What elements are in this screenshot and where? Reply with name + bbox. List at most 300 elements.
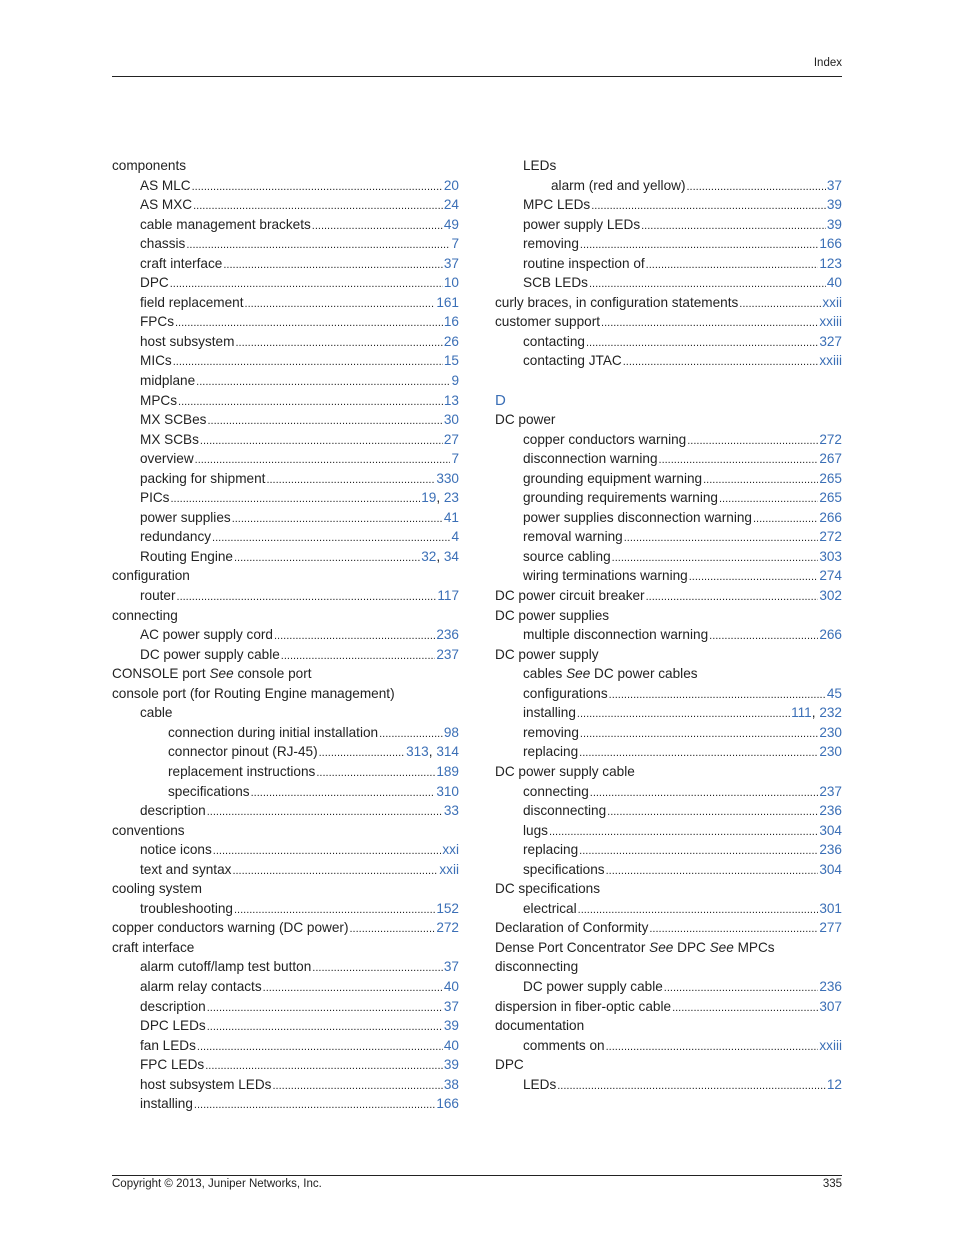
index-term-text: installing [140,1096,193,1112]
dot-leader [177,588,437,608]
page-link[interactable]: 41 [443,509,459,525]
index-term [523,1075,556,1095]
dot-leader [197,1038,443,1058]
index-entry [112,371,459,391]
index-term [140,391,177,411]
index-term [168,782,250,802]
index-entry [495,782,842,802]
see-target: DPC [677,939,706,955]
page-link[interactable]: 267 [819,451,842,467]
index-term [523,625,708,645]
index-term-text: connecting [112,607,178,623]
page-refs [819,899,842,919]
index-term [523,469,702,489]
index-entry [112,1016,459,1036]
page-link[interactable]: 230 [819,724,842,740]
page-link[interactable]: 272 [436,920,459,936]
page-link[interactable]: 24 [443,197,459,213]
index-entry [112,938,459,958]
index-entry [495,156,842,176]
dot-leader [207,1018,443,1038]
index-entry [112,351,459,371]
index-entry [495,1075,842,1095]
index-term [140,508,231,528]
page-link[interactable]: 19 [421,490,437,506]
index-entry [495,645,842,665]
index-term-text: description [140,998,206,1014]
page-link[interactable]: 189 [436,763,459,779]
running-header: Index [813,57,842,69]
index-term-text: text and syntax [140,861,232,877]
index-term-text: alarm relay contacts [140,978,262,994]
page-refs [406,742,459,762]
index-term-text: SCB LEDs [523,275,588,291]
index-term-text: replacement instructions [168,763,316,779]
page-refs [451,371,459,391]
index-term-text: MX SCBes [140,412,207,428]
index-entry [112,469,459,489]
page-link[interactable]: 117 [437,588,459,604]
dot-leader [549,823,818,843]
page-link[interactable]: 303 [819,548,842,564]
dot-leader [178,393,443,413]
page-link[interactable]: 310 [436,783,459,799]
page-link[interactable]: xxii [822,294,842,310]
index-term-text: configurations [523,685,608,701]
page-link[interactable]: 123 [819,255,842,271]
index-term [112,918,348,938]
page-link[interactable]: 272 [819,529,842,545]
page-refs [819,821,842,841]
index-entry [112,1094,459,1114]
page-number: 335 [822,1178,842,1190]
index-entry [495,742,842,762]
dot-leader [607,803,818,823]
index-term [495,957,578,977]
page-refs [444,254,459,274]
index-term-text: grounding equipment warning [523,470,703,486]
page-link[interactable]: 313 [406,744,429,760]
see-reference: See [566,666,591,682]
index-term [495,938,775,958]
index-term-text: craft interface [140,255,223,271]
page-link[interactable]: 7 [451,236,459,252]
page-refs [819,625,842,645]
dot-leader [641,217,826,237]
dot-leader [207,412,442,432]
index-entry [495,351,842,371]
page-refs [444,391,459,411]
index-term-text: DPC [495,1057,524,1073]
page-link[interactable]: 40 [443,978,459,994]
page-link[interactable]: 9 [451,373,459,389]
page-link[interactable]: 45 [826,685,842,701]
page-link[interactable]: 33 [443,803,459,819]
index-term [523,273,588,293]
dot-leader [601,314,818,334]
index-entry [495,1036,842,1056]
page-link[interactable]: 7 [451,451,459,467]
page-refs [819,918,842,938]
dot-leader [579,842,818,862]
page-link[interactable]: 37 [826,177,842,193]
page-link[interactable]: 32 [421,548,437,564]
page-link[interactable]: 37 [443,255,459,271]
page-link[interactable]: 39 [826,197,842,213]
dot-leader [646,588,819,608]
index-term [140,273,169,293]
index-entry [112,1075,459,1095]
page-link[interactable]: 232 [819,705,842,721]
page-link[interactable]: 13 [443,392,459,408]
index-entry [112,332,459,352]
dot-leader [213,842,442,862]
index-column-left [112,156,459,1114]
index-term-text: cooling system [112,881,202,897]
index-term-text: DC power circuit breaker [495,588,645,604]
page-link[interactable]: 236 [819,978,842,994]
index-term [112,566,190,586]
index-term-text: grounding requirements warning [523,490,718,506]
index-term [495,1055,524,1075]
index-entry [112,293,459,313]
page-refs [822,293,842,313]
index-term-text: wiring terminations warning [523,568,688,584]
page-link[interactable]: 330 [436,470,459,486]
page-link[interactable]: 26 [443,333,459,349]
index-term [112,664,312,684]
index-term [523,899,577,919]
page-refs [451,527,459,547]
page-refs [819,488,842,508]
index-entry [495,957,842,977]
index-term-text: multiple disconnection warning [523,627,709,643]
page-link[interactable]: 37 [443,959,459,975]
copyright-notice: Copyright © 2013, Juniper Networks, Inc. [112,1178,322,1190]
page-link[interactable]: 12 [826,1076,842,1092]
index-term [140,1055,204,1075]
index-entry [495,899,842,919]
dot-leader [232,862,438,882]
page-link[interactable]: 4 [451,529,459,545]
index-term-text: LEDs [523,1076,557,1092]
index-entry [112,645,459,665]
index-term [551,176,685,196]
index-term-text: CONSOLE port [112,666,206,682]
index-term [495,997,671,1017]
page-separator: , [428,744,437,760]
page-link[interactable]: 304 [819,822,842,838]
page-link[interactable]: 166 [819,236,842,252]
page-link[interactable]: 39 [443,1018,459,1034]
index-entry [495,703,842,723]
page-refs [444,977,459,997]
dot-leader [606,862,819,882]
index-entry [495,469,842,489]
page-refs [819,234,842,254]
index-term-text: description [140,803,206,819]
index-term-text: curly braces, in configuration statements [495,294,739,310]
dot-leader [703,471,818,491]
index-entry [112,1036,459,1056]
index-entry [495,430,842,450]
index-term-text: packing for shipment [140,470,266,486]
page-refs [421,488,459,508]
page-refs [819,801,842,821]
index-term-text: contacting [523,333,585,349]
dot-leader [646,256,819,276]
index-entry [112,391,459,411]
index-term-text: MICs [140,353,172,369]
index-term-text: Routing Engine [140,548,233,564]
page-link[interactable]: 314 [436,744,459,760]
dot-leader [319,744,405,764]
dot-leader [234,549,420,569]
index-letter-heading: D [495,391,506,409]
page-link[interactable]: 161 [436,294,459,310]
index-entry [495,1055,842,1075]
page-refs [819,351,842,371]
index-term-text: DC specifications [495,881,601,897]
page-link[interactable]: 304 [819,861,842,877]
index-term [523,351,622,371]
page-link[interactable]: 166 [436,1096,459,1112]
index-term [140,469,265,489]
index-entry [112,566,459,586]
page-link[interactable]: 277 [819,920,842,936]
page-link[interactable]: 20 [443,177,459,193]
index-term-text: AS MLC [140,177,191,193]
index-column-right [495,156,842,1094]
index-term-text: source cabling [523,548,611,564]
page-link[interactable]: 230 [819,744,842,760]
index-term-text: FPCs [140,314,174,330]
index-term-text: DC power supplies [495,607,610,623]
index-term-text: DC power supply cable [523,978,663,994]
index-entry [112,508,459,528]
dot-leader [557,1077,826,1097]
page-link[interactable]: 327 [819,333,842,349]
dot-leader [207,803,443,823]
index-term [140,488,169,508]
index-entry [112,918,459,938]
page-link[interactable]: 98 [443,724,459,740]
index-term-text: specifications [523,861,605,877]
index-term [523,332,585,352]
page-link[interactable]: 237 [819,783,842,799]
page-link[interactable]: 302 [819,588,842,604]
page-refs [791,703,842,723]
page-link[interactable]: xxiii [819,314,842,330]
index-term [495,762,635,782]
index-entry [112,703,459,723]
index-entry [495,918,842,938]
index-entry [112,430,459,450]
page-refs [444,312,459,332]
index-term-text: replacing [523,842,579,858]
page-link[interactable]: 34 [443,548,459,564]
index-entry [495,508,842,528]
dot-leader [274,627,435,647]
index-term [140,312,174,332]
index-term-text: removal warning [523,529,623,545]
page-link[interactable]: 236 [436,627,459,643]
index-term [495,410,555,430]
page-link[interactable]: 266 [819,509,842,525]
index-term-text: DC power supply [495,646,599,662]
page-link[interactable]: 307 [819,998,842,1014]
dot-leader [664,979,819,999]
page-refs [451,234,459,254]
index-term [523,156,556,176]
page-link[interactable]: 272 [819,431,842,447]
page-link[interactable]: xxiii [819,1037,842,1053]
page-refs [819,997,842,1017]
page-link[interactable]: xxii [439,861,459,877]
dot-leader [235,334,442,354]
index-entry [495,723,842,743]
page-link[interactable]: 10 [443,275,459,291]
page-refs [444,273,459,293]
index-entry [112,410,459,430]
index-term-text: console port (for Routing Engine management) [112,685,395,701]
index-term [523,703,576,723]
index-entry [112,606,459,626]
index-term [495,606,609,626]
dot-leader [312,959,443,979]
page-link[interactable]: 236 [819,842,842,858]
index-term-text: FPC LEDs [140,1057,205,1073]
index-term [140,547,233,567]
index-term [168,742,318,762]
index-term [140,430,199,450]
page-link[interactable]: 111 [791,705,812,721]
index-entry [112,801,459,821]
dot-leader [196,373,450,393]
page-refs [819,840,842,860]
see-target: MPCs [737,939,775,955]
index-term-text: redundancy [140,529,212,545]
index-entry [495,273,842,293]
index-entry [495,1016,842,1036]
index-entry [112,156,459,176]
page-refs [444,410,459,430]
index-term-text: comments on [523,1037,605,1053]
index-term [523,840,578,860]
page-link[interactable]: 37 [443,998,459,1014]
page-link[interactable]: 38 [443,1076,459,1092]
index-term [523,977,663,997]
index-term-text: disconnecting [523,803,607,819]
page-link[interactable]: 16 [443,314,459,330]
page-link[interactable]: 265 [819,490,842,506]
index-entry [112,625,459,645]
page-refs [827,684,842,704]
index-term-text: field replacement [140,294,244,310]
index-entry [112,723,459,743]
index-term-text: lugs [523,822,548,838]
page-link[interactable]: 39 [443,1057,459,1073]
index-term-text: routine inspection of [523,255,645,271]
dot-leader [672,999,818,1019]
page-refs [819,566,842,586]
page-refs [819,430,842,450]
page-refs [819,782,842,802]
page-link[interactable]: 40 [826,275,842,291]
page-refs [819,449,842,469]
dot-leader [624,529,819,549]
dot-leader [232,510,443,530]
page-link[interactable]: 152 [436,900,459,916]
index-term-text: fan LEDs [140,1037,196,1053]
index-term [523,254,645,274]
index-term [523,215,640,235]
index-term-text: removing [523,236,579,252]
index-term-text: conventions [112,822,185,838]
page-link[interactable]: 27 [443,431,459,447]
dot-leader [223,256,443,276]
dot-leader [312,217,443,237]
index-term [140,410,206,430]
page-link[interactable]: 236 [819,803,842,819]
dot-leader [266,471,435,491]
page-refs [442,840,459,860]
index-term-text: dispersion in fiber-optic cable [495,998,672,1014]
index-entry [495,254,842,274]
index-term-text: removing [523,724,579,740]
page-link[interactable]: xxiii [819,353,842,369]
index-entry [112,215,459,235]
index-term-text: craft interface [112,939,195,955]
dot-leader [212,529,450,549]
index-entry [112,254,459,274]
dot-leader [200,432,443,452]
index-entry [495,977,842,997]
index-term [523,821,548,841]
page-link[interactable]: 23 [443,490,459,506]
index-term [140,371,195,391]
page-link[interactable]: 49 [443,216,459,232]
page-link[interactable]: xxi [442,842,459,858]
index-entry [495,312,842,332]
page-refs [421,547,459,567]
index-entry [112,586,459,606]
index-term-text: DPC [140,275,169,291]
dot-leader [173,353,443,373]
page-link[interactable]: 39 [826,216,842,232]
page-refs [439,860,459,880]
index-term-text: connection during initial installation [168,724,379,740]
page-refs [819,332,842,352]
index-entry [112,782,459,802]
page-link[interactable]: 30 [443,412,459,428]
page-link[interactable]: 15 [443,353,459,369]
index-term-text: disconnection warning [523,451,658,467]
page-link[interactable]: 274 [819,568,842,584]
page-link[interactable]: 265 [819,470,842,486]
index-entry [495,879,842,899]
index-term [112,684,395,704]
page-link[interactable]: 40 [443,1037,459,1053]
page-refs [444,176,459,196]
index-entry [495,566,842,586]
page-link[interactable]: 301 [819,900,842,916]
index-term [523,742,578,762]
page-link[interactable]: 266 [819,627,842,643]
page-link[interactable]: 237 [436,646,459,662]
index-entry [112,684,459,704]
index-term [112,156,186,176]
